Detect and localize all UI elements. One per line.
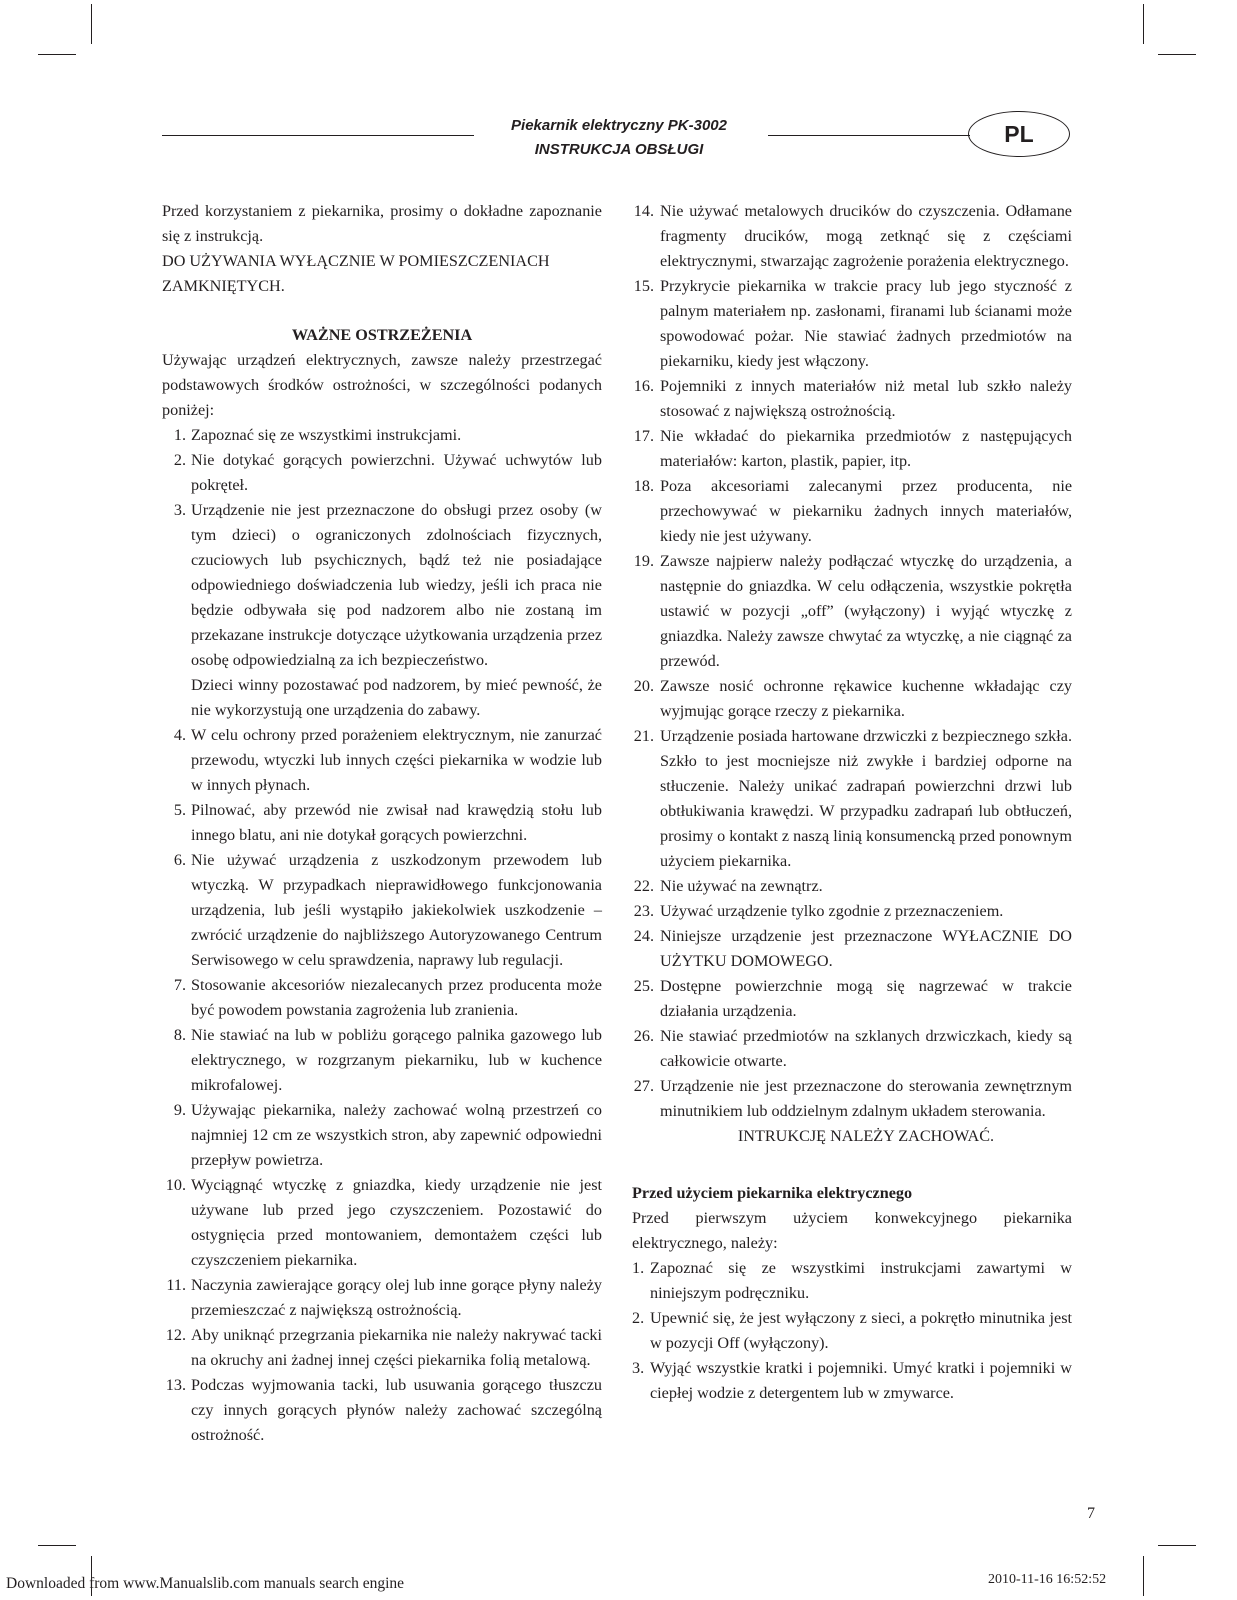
item-text: Nie używać na zewnątrz. xyxy=(660,877,823,895)
item-number: 21. xyxy=(633,727,654,745)
left-column xyxy=(162,199,602,1448)
item-text: Wyciągnąć wtyczkę z gniazdka, kiedy urządzenie nie jest używane lub przed jego czyszczeniem. Pozostawić do ostygnięcia przed montowaniem, demontażem części lub czyszczeniem piekarnika. xyxy=(191,1176,602,1269)
list-item xyxy=(162,1373,602,1448)
list-item xyxy=(632,1356,1072,1406)
before-use-list xyxy=(632,1256,1072,1406)
item-number: 1. xyxy=(173,426,186,444)
item-text: Nie dotykać gorących powierzchni. Używać uchwytów lub pokręteł. xyxy=(191,451,602,494)
print-timestamp: 2010-11-16 16:52:52 xyxy=(988,1572,1107,1587)
crop-mark xyxy=(1158,54,1196,55)
item-text: Zawsze nosić ochronne rękawice kuchenne wkładając czy wyjmując gorące rzeczy z piekarnika. xyxy=(660,677,1072,720)
list-item xyxy=(632,1256,1072,1306)
header-rule-left xyxy=(162,135,474,136)
keep-instructions-note: INTRUKCJĘ NALEŻY ZACHOWAĆ. xyxy=(737,1127,995,1145)
right-column xyxy=(632,199,1072,1406)
crop-mark xyxy=(38,54,76,55)
list-item xyxy=(162,723,602,798)
item-text: Niniejsze urządzenie jest przeznaczone WYŁACZNIE DO UŻYTKU DOMOWEGO. xyxy=(660,927,1072,970)
list-item xyxy=(162,1023,602,1098)
before-use-heading: Przed użyciem piekarnika elektrycznego xyxy=(632,1184,913,1202)
item-text: Nie używać urządzenia z uszkodzonym przewodem lub wtyczką. W przypadkach nieprawidłowego funkcjonowania urządzenia, lub jeśli wystąpiło jakiekolwiek uszkodzenie – zwrócić urządzenie do najbliższego Autoryzowanego Centrum Serwisowego w celu sprawdzenia, naprawy lub regulacji. xyxy=(191,851,602,969)
list-item xyxy=(632,424,1072,474)
item-text: Używając piekarnika, należy zachować wolną przestrzeń co najmniej 12 cm ze wszystkich stron, aby zapewnić odpowiedni przepływ powietrza. xyxy=(191,1101,602,1169)
header-rule-right xyxy=(768,135,970,136)
item-number: 15. xyxy=(633,277,654,295)
list-item xyxy=(162,448,602,498)
item-number: 7. xyxy=(173,976,186,994)
item-number: 8. xyxy=(173,1026,186,1044)
item-text: Pojemniki z innych materiałów niż metal lub szkło należy stosować z największą ostrożnością. xyxy=(660,377,1072,420)
item-text: Przykrycie piekarnika w trakcie pracy lub jego styczność z palnym materiałem np. zasłonami, firanami lub ścianami może spowodować pożar. Nie stawiać żadnych przedmiotów na piekarniku, kiedy jest włączony. xyxy=(660,277,1072,370)
item-text: Nie stawiać przedmiotów na szklanych drzwiczkach, kiedy są całkowicie otwarte. xyxy=(660,1027,1072,1070)
item-text: Nie stawiać na lub w pobliżu gorącego palnika gazowego lub elektrycznego, w rozgrzanym piekarniku, lub w kuchence mikrofalowej. xyxy=(191,1026,602,1094)
item-text: Urządzenie nie jest przeznaczone do sterowania zewnętrznym minutnikiem lub oddzielnym zdalnym układem sterowania. xyxy=(660,1077,1072,1120)
list-item xyxy=(632,899,1072,924)
list-item xyxy=(632,274,1072,374)
list-item xyxy=(632,1074,1072,1124)
item-text: Urządzenie nie jest przeznaczone do obsługi przez osoby (w tym dzieci) o ograniczonych zdolnościach fizycznych, czuciowych lub psychicznych, bądź też nie posiadające odpowiedniego doświadczenia lub wiedzy, jeśli ich praca nie będzie odbywała się pod nadzorem albo nie zostaną im przekazane instrukcje dotyczące użytkowania urządzenia przez osobę odpowiedzialną za ich bezpieczeństwo. xyxy=(191,501,602,669)
item-number: 25. xyxy=(633,977,654,995)
crop-mark xyxy=(1143,1556,1144,1596)
list-item xyxy=(162,1098,602,1173)
item-number: 23. xyxy=(633,902,654,920)
list-item xyxy=(632,974,1072,1024)
list-item xyxy=(162,1323,602,1373)
list-item xyxy=(162,1273,602,1323)
item-number: 1. xyxy=(632,1259,645,1277)
page-number: 7 xyxy=(1087,1505,1095,1522)
list-item xyxy=(632,374,1072,424)
item-number: 3. xyxy=(632,1359,645,1377)
item-text: Naczynia zawierające gorący olej lub inne gorące płyny należy przemieszczać z największą ostrożnością. xyxy=(191,1276,602,1319)
warnings-list xyxy=(162,423,602,1448)
item-number: 10. xyxy=(165,1176,186,1194)
item-number: 12. xyxy=(165,1326,186,1344)
item-text: Zawsze najpierw należy podłączać wtyczkę do urządzenia, a następnie do gniazdka. W celu odłączenia, wszystkie pokrętła ustawić w pozycji „off” (wyłączony) i wyjąć wtyczkę z gniazdka. Należy zawsze chwytać za wtyczkę, a nie ciągnąć za przewód. xyxy=(660,552,1072,670)
item-number: 17. xyxy=(633,427,654,445)
list-item xyxy=(162,798,602,848)
warnings-heading: WAŻNE OSTRZEŻENIA xyxy=(291,326,473,344)
intro-paragraph: Przed korzystaniem z piekarnika, prosimy o dokładne zapoznanie się z instrukcją. xyxy=(162,202,602,245)
item-text: Zapoznać się ze wszystkimi instrukcjami zawartymi w niniejszym podręczniku. xyxy=(650,1259,1072,1302)
indoor-notice: DO UŻYWANIA WYŁĄCZNIE W POMIESZCZENIACH ZAMKNIĘTYCH. xyxy=(162,252,550,295)
item-number: 26. xyxy=(633,1027,654,1045)
list-item xyxy=(632,474,1072,549)
list-item xyxy=(632,1024,1072,1074)
item-extra-note: Dzieci winny pozostawać pod nadzorem, by mieć pewność, że nie wykorzystują one urządzenia do zabawy. xyxy=(191,676,602,719)
list-item xyxy=(632,549,1072,674)
item-number: 20. xyxy=(633,677,654,695)
item-number: 5. xyxy=(173,801,186,819)
crop-mark xyxy=(38,1545,76,1546)
item-number: 3. xyxy=(173,501,186,519)
item-text: Dostępne powierzchnie mogą się nagrzewać w trakcie działania urządzenia. xyxy=(660,977,1072,1020)
warnings-intro: Używając urządzeń elektrycznych, zawsze należy przestrzegać podstawowych środków ostrożności, w szczególności podanych poniżej: xyxy=(162,351,602,419)
list-item xyxy=(162,973,602,1023)
document-title: Piekarnik elektryczny PK-3002 xyxy=(511,117,727,134)
item-number: 4. xyxy=(173,726,186,744)
item-text: Upewnić się, że jest wyłączony z sieci, a pokrętło minutnika jest w pozycji Off (wyłączony). xyxy=(650,1309,1072,1352)
item-number: 11. xyxy=(166,1276,186,1294)
header-title xyxy=(476,114,762,162)
download-link[interactable]: Downloaded from www.Manualslib.com manuals search engine xyxy=(6,1575,405,1592)
item-number: 6. xyxy=(173,851,186,869)
item-text: Wyjąć wszystkie kratki i pojemniki. Umyć kratki i pojemniki w ciepłej wodzie z detergentem lub w zmywarce. xyxy=(650,1359,1072,1402)
item-number: 19. xyxy=(633,552,654,570)
list-item xyxy=(632,924,1072,974)
list-item xyxy=(632,199,1072,274)
item-number: 27. xyxy=(633,1077,654,1095)
list-item xyxy=(632,674,1072,724)
list-item xyxy=(632,1306,1072,1356)
item-number: 18. xyxy=(633,477,654,495)
item-number: 24. xyxy=(633,927,654,945)
item-number: 2. xyxy=(173,451,186,469)
item-text: Stosowanie akcesoriów niezalecanych przez producenta może być powodem powstania zagrożenia lub zranienia. xyxy=(191,976,602,1019)
item-number: 2. xyxy=(632,1309,645,1327)
item-number: 14. xyxy=(633,202,654,220)
list-item xyxy=(162,423,602,448)
list-item xyxy=(632,724,1072,874)
item-text: Podczas wyjmowania tacki, lub usuwania gorącego tłuszczu czy innych gorących płynów należy zachować szczególną ostrożność. xyxy=(191,1376,602,1444)
item-text: Zapoznać się ze wszystkimi instrukcjami. xyxy=(191,426,462,444)
item-text: W celu ochrony przed porażeniem elektrycznym, nie zanurzać przewodu, wtyczki lub innych części piekarnika w wodzie lub w innych płynach. xyxy=(191,726,602,794)
crop-mark xyxy=(1143,4,1144,44)
before-use-intro: Przed pierwszym użyciem konwekcyjnego piekarnika elektrycznego, należy: xyxy=(632,1209,1072,1252)
list-item xyxy=(162,1173,602,1273)
list-item xyxy=(632,874,1072,899)
crop-mark xyxy=(91,4,92,44)
item-number: 22. xyxy=(633,877,654,895)
document-subtitle: INSTRUKCJA OBSŁUGI xyxy=(534,141,704,158)
item-number: 13. xyxy=(165,1376,186,1394)
language-badge: PL xyxy=(968,111,1070,157)
item-text: Używać urządzenie tylko zgodnie z przeznaczeniem. xyxy=(660,902,1004,920)
list-item xyxy=(162,848,602,973)
item-text: Poza akcesoriami zalecanymi przez producenta, nie przechowywać w piekarniku żadnych innych materiałów, kiedy nie jest używany. xyxy=(660,477,1072,545)
item-text: Nie wkładać do piekarnika przedmiotów z następujących materiałów: karton, plastik, papier, itp. xyxy=(660,427,1072,470)
item-text: Aby uniknąć przegrzania piekarnika nie należy nakrywać tacki na okruchy ani żadnej innej części piekarnika folią metalową. xyxy=(191,1326,602,1369)
item-number: 9. xyxy=(173,1101,186,1119)
list-item xyxy=(162,498,602,723)
crop-mark xyxy=(1158,1545,1196,1546)
item-text: Pilnować, aby przewód nie zwisał nad krawędzią stołu lub innego blatu, ani nie dotykał gorących powierzchni. xyxy=(191,801,602,844)
item-text: Nie używać metalowych drucików do czyszczenia. Odłamane fragmenty drucików, mogą zetknąć się z częściami elektrycznymi, stwarzając zagrożenie porażenia elektrycznego. xyxy=(660,202,1072,270)
item-number: 16. xyxy=(633,377,654,395)
warnings-list-continued xyxy=(632,199,1072,1124)
item-text: Urządzenie posiada hartowane drzwiczki z bezpiecznego szkła. Szkło to jest mocniejsze niż zwykłe i bardziej odporne na stłuczenie. Należy unikać zadrapań powierzchni drzwi lub obtłukiwania krawędzi. W przypadku zadrapań lub obtłuczeń, prosimy o kontakt z naszą linią konsumencką przed ponownym użyciem piekarnika. xyxy=(660,727,1072,870)
